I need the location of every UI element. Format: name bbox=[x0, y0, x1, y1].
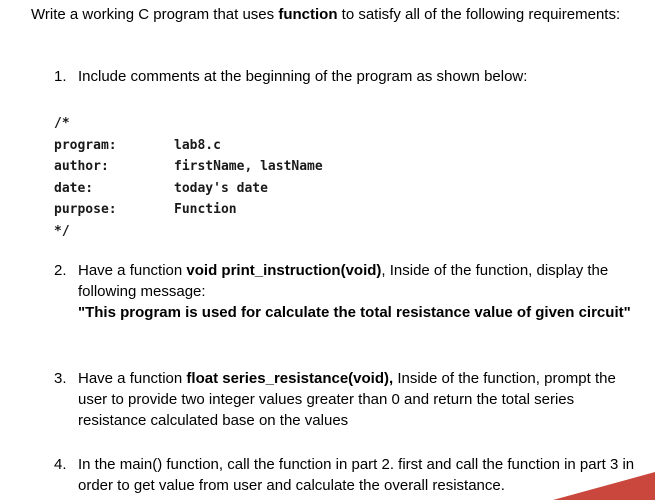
corner-accent-triangle bbox=[553, 472, 655, 500]
requirement-text-start: Have a function bbox=[78, 262, 187, 279]
comment-row-purpose bbox=[54, 199, 323, 221]
requirement-text: In the main() function, call the function in part 2. first and call the function in part 3 in order to get value from user and calculate the overall resistance. bbox=[78, 456, 635, 494]
requirement-number: 4. bbox=[54, 456, 67, 473]
comment-value: lab8.c bbox=[174, 137, 221, 153]
comment-row-date bbox=[54, 178, 323, 200]
requirement-text bbox=[78, 368, 646, 431]
comment-key: author: bbox=[54, 159, 109, 174]
intro-paragraph bbox=[31, 4, 631, 25]
comment-open: /* bbox=[54, 116, 70, 131]
display-message: "This program is used for calculate the total resistance value of given circuit" bbox=[78, 304, 631, 321]
requirement-number: 3. bbox=[54, 370, 67, 387]
requirement-3 bbox=[54, 368, 646, 431]
requirement-text-start: Have a function bbox=[78, 370, 187, 387]
intro-text-end: to satisfy all of the following requirements: bbox=[337, 6, 621, 23]
code-comment-block bbox=[54, 113, 323, 242]
comment-close: */ bbox=[54, 223, 70, 239]
requirement-2 bbox=[54, 260, 646, 323]
intro-keyword: function bbox=[278, 6, 338, 23]
corner-accent-shape bbox=[525, 472, 655, 500]
requirement-1 bbox=[54, 66, 646, 87]
requirement-number: 1. bbox=[54, 68, 67, 85]
requirement-text-end: , Inside of the function, display the following message: bbox=[78, 262, 609, 300]
comment-value: firstName, lastName bbox=[174, 159, 323, 174]
requirement-text-end: Inside of the function, prompt the user to provide two integer values greater than 0 and return the total series resistance calculated base on the values bbox=[78, 370, 616, 429]
comment-value: Function bbox=[174, 202, 237, 217]
requirement-text: Include comments at the beginning of the program as shown below: bbox=[78, 68, 528, 85]
comment-key: program: bbox=[54, 137, 117, 153]
intro-text: Write a working C program that uses bbox=[31, 6, 279, 23]
comment-value: today's date bbox=[174, 180, 268, 196]
comment-row-program bbox=[54, 135, 323, 157]
comment-row-author bbox=[54, 156, 323, 178]
requirement-text bbox=[78, 260, 646, 302]
comment-key: purpose: bbox=[54, 202, 117, 217]
comment-key: date: bbox=[54, 180, 94, 196]
function-signature: float series_resistance(void), bbox=[186, 370, 394, 387]
function-signature: void print_instruction(void) bbox=[186, 262, 382, 279]
requirement-number: 2. bbox=[54, 262, 67, 279]
